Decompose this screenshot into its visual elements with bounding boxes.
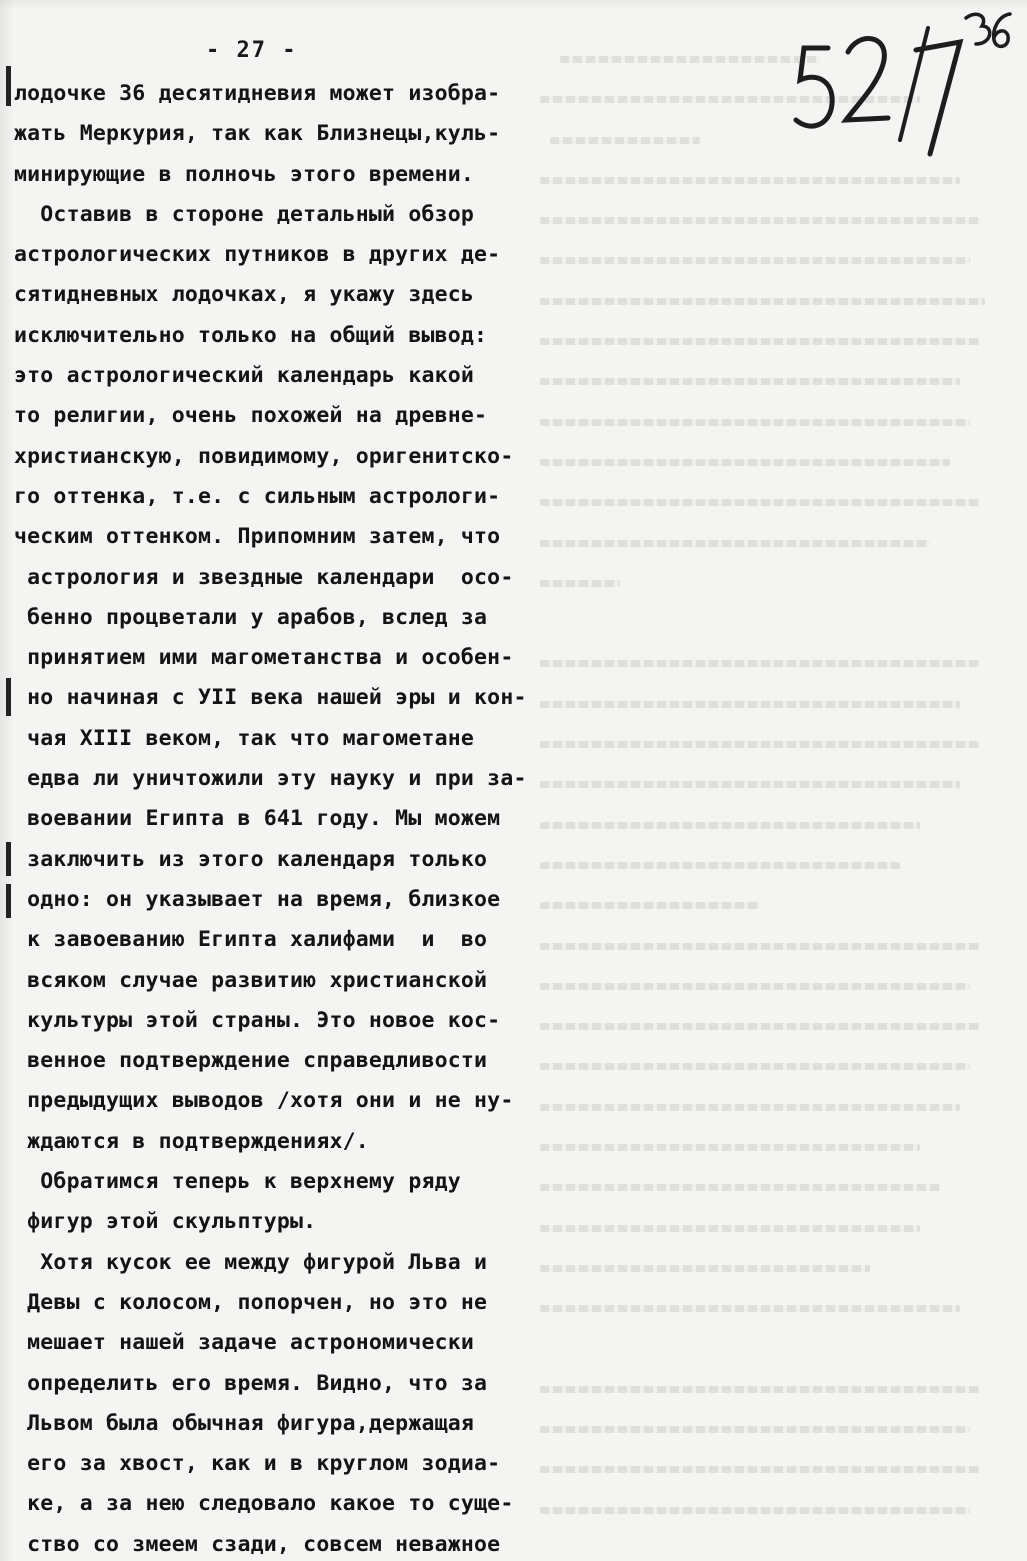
text-line: едва ли уничтожили эту науку и при за- <box>14 766 527 792</box>
text-line: предыдущих выводов /хотя они и не ну- <box>14 1088 514 1114</box>
text-line: ство со змеем сзади, совсем неважное <box>14 1531 501 1557</box>
text-line: его за хвост, как и в круглом зодиа- <box>14 1451 501 1477</box>
text-line: сятидневных лодочках, я укажу здесь <box>14 282 475 308</box>
text-line: определить его время. Видно, что за <box>14 1370 488 1396</box>
text-line: Оставив в стороне детальный обзор <box>14 201 475 227</box>
text-line: ческим оттенком. Припомним затем, что <box>14 524 501 550</box>
text-line: астрология и звездные календари осо- <box>14 564 514 590</box>
text-line: к завоеванию Египта халифами и во <box>14 927 488 953</box>
text-line: всяком случае развитию христианской <box>14 967 488 993</box>
text-line: христианскую, повидимому, оригенитско- <box>14 443 514 469</box>
text-line: но начиная с УII века нашей эры и кон- <box>14 685 527 711</box>
text-line: то религии, очень похожей на древне- <box>14 403 488 429</box>
text-line: одно: он указывает на время, близкое <box>14 886 501 912</box>
margin-mark <box>6 66 11 106</box>
text-line: ждаются в подтверждениях/. <box>14 1128 369 1154</box>
text-line: астрологических путников в других де- <box>14 242 501 268</box>
text-line: заключить из этого календаря только <box>14 846 488 872</box>
text-line: венное подтверждение справедливости <box>14 1048 488 1074</box>
text-line: го оттенка, т.е. с сильным астрологи- <box>14 483 501 509</box>
text-line: Хотя кусок ее между фигурой Льва и <box>14 1249 488 1275</box>
text-line: бенно процветали у арабов, вслед за <box>14 604 488 630</box>
text-line: ке, а за нею следовало какое то суще- <box>14 1491 514 1517</box>
handwritten-archive-number <box>788 8 1018 158</box>
text-line: культуры этой страны. Это новое кос- <box>14 1007 501 1033</box>
text-line: Обратимся теперь к верхнему ряду <box>14 1169 461 1195</box>
handwritten-number-drawing <box>788 8 1018 158</box>
text-line: Девы с колосом, попорчен, но это не <box>14 1289 488 1315</box>
margin-mark <box>6 884 11 918</box>
text-line: исключительно только на общий вывод: <box>14 322 488 348</box>
text-line: воевании Египта в 641 году. Мы можем <box>14 806 501 832</box>
text-line: Львом была обычная фигура,держащая <box>14 1410 475 1436</box>
margin-mark <box>6 678 11 716</box>
bleed-through-text <box>540 40 1020 1540</box>
margin-mark <box>6 842 11 876</box>
text-line: лодочке 36 десятидневия может изобра- <box>14 81 501 106</box>
text-line: жать Меркурия, так как Близнецы,куль- <box>14 121 501 147</box>
page-number: - 27 - <box>206 38 298 63</box>
text-line: минирующие в полночь этого времени. <box>14 161 475 187</box>
typed-text-body <box>14 74 527 1561</box>
text-line: это астрологический календарь какой <box>14 363 475 389</box>
text-line: чая XIII веком, так что магометане <box>14 725 475 751</box>
text-line: принятием ими магометанства и особен- <box>14 645 514 671</box>
text-line: мешает нашей задаче астрономически <box>14 1330 475 1356</box>
text-line: фигур этой скульптуры. <box>14 1209 317 1235</box>
